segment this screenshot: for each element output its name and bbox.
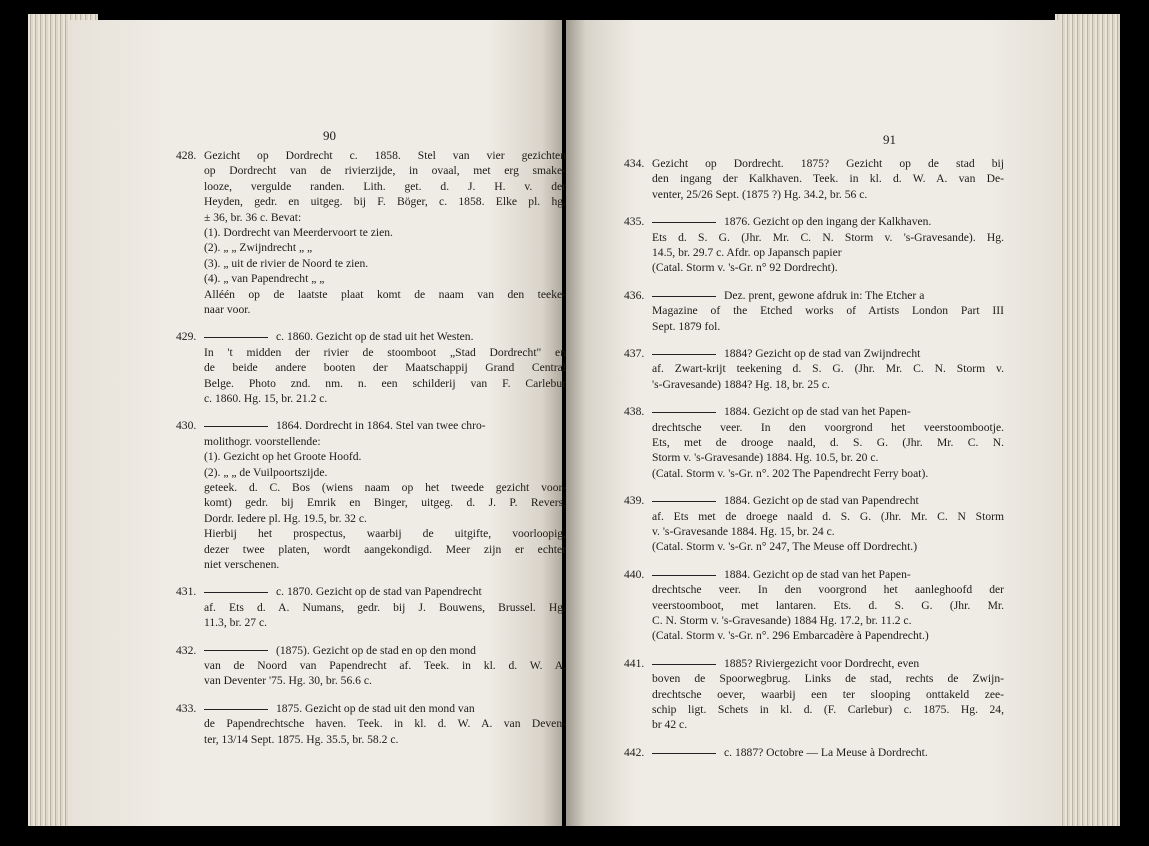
entry-line bbox=[204, 557, 566, 572]
entry-line bbox=[652, 628, 1004, 643]
entry-line bbox=[652, 745, 1004, 760]
entry-line bbox=[652, 404, 1004, 419]
catalogue-entry bbox=[624, 656, 1004, 733]
entry-line-text: Belge. Photo znd. nm. n. een schilderij van F. Carlebur bbox=[204, 376, 566, 390]
entry-line bbox=[204, 526, 566, 541]
entry-line-text: looze, vergulde randen. Lith. get. d. J. H. v. der bbox=[204, 179, 566, 193]
entry-number: 433. bbox=[176, 701, 197, 715]
entry-line bbox=[204, 302, 566, 317]
entry-line-text: geteek. d. C. Bos (wiens naam op het tweede gezicht voor- bbox=[204, 481, 566, 494]
entry-line bbox=[204, 240, 566, 255]
entry-line-text: v. 's-Gravesande 1884. Hg. 15, br. 24 c. bbox=[652, 525, 835, 538]
entry-line-text: naar voor. bbox=[204, 302, 251, 316]
entry-number: 440. bbox=[624, 567, 645, 581]
entry-number: 437. bbox=[624, 347, 645, 360]
entry-line bbox=[204, 271, 566, 286]
entry-line-text: den ingang der Kalkhaven. Teek. in kl. d. W. A. van De- bbox=[652, 172, 1004, 186]
entry-number: 441. bbox=[624, 656, 645, 670]
entry-line-text: (1). Gezicht op het Groote Hoofd. bbox=[204, 450, 362, 464]
entry-line bbox=[652, 230, 1004, 245]
entry-number: 432. bbox=[176, 643, 197, 657]
ditto-dash bbox=[652, 296, 716, 297]
ditto-dash bbox=[652, 753, 716, 754]
entry-line bbox=[652, 260, 1004, 275]
entry-line-text: In 't midden der rivier de stoomboot „Stad Dordrecht" en bbox=[204, 345, 566, 359]
entry-line bbox=[204, 732, 566, 747]
entry-line-text: van Deventer '75. Hg. 30, br. 56.6 c. bbox=[204, 674, 372, 688]
entry-number: 431. bbox=[176, 585, 197, 599]
entry-line bbox=[204, 345, 566, 360]
entry-line bbox=[204, 225, 566, 240]
catalogue-entry bbox=[624, 404, 1004, 481]
entry-line bbox=[652, 214, 1004, 229]
entry-line bbox=[204, 701, 566, 716]
entry-line bbox=[204, 449, 566, 464]
entry-line-text: de beide andere booten der Maatschappij Grand Central bbox=[204, 361, 566, 375]
entry-line-text: af. Zwart-krijt teekening d. S. G. (Jhr. Mr. C. N. Storm v. bbox=[652, 362, 1004, 376]
entry-line bbox=[652, 319, 1004, 334]
entry-line bbox=[652, 450, 1004, 465]
catalogue-entries-right bbox=[624, 156, 1004, 772]
entry-line bbox=[652, 613, 1004, 628]
entry-line bbox=[204, 163, 566, 178]
ditto-dash bbox=[204, 337, 268, 338]
entry-line bbox=[652, 671, 1004, 686]
ditto-dash bbox=[652, 575, 716, 576]
entry-line bbox=[652, 567, 1004, 582]
entry-line bbox=[204, 194, 566, 209]
entry-line-text: c. 1860. Gezicht op de stad uit het Westen. bbox=[276, 330, 474, 344]
entry-line bbox=[204, 179, 566, 194]
entry-line-text: (1). Dordrecht van Meerdervoort te zien. bbox=[204, 225, 393, 239]
catalogue-entry bbox=[176, 329, 566, 406]
entry-line bbox=[204, 210, 566, 225]
entry-line-text: (3). „ uit de rivier de Noord te zien. bbox=[204, 256, 369, 270]
entry-line-text: 1884? Gezicht op de stad van Zwijndrecht bbox=[724, 347, 921, 360]
entry-line-text: Storm v. 's-Gravesande) 1884. Hg. 10.5, br. 20 c. bbox=[652, 451, 879, 465]
entry-line-text: ter, 13/14 Sept. 1875. Hg. 35.5, br. 58.2 c. bbox=[204, 732, 399, 746]
catalogue-entry bbox=[176, 643, 566, 689]
ditto-dash bbox=[652, 354, 716, 355]
entry-line bbox=[652, 377, 1004, 392]
entry-line-text: drechtsche veer. In den voorgrond het aanleghoofd der bbox=[652, 583, 1004, 597]
entry-line bbox=[204, 360, 566, 375]
catalogue-entry bbox=[624, 567, 1004, 644]
catalogue-entries-left bbox=[176, 148, 566, 759]
entry-line bbox=[652, 346, 1004, 361]
entry-line-text: dezer twee platen, wordt aangekondigd. Meer zijn er echter bbox=[204, 542, 566, 556]
entry-line-text: Heyden, gedr. en uitgeg. bij F. Böger, c. 1858. Elke pl. hg. bbox=[204, 195, 566, 209]
entry-line-text: Sept. 1879 fol. bbox=[652, 319, 721, 333]
ditto-dash bbox=[652, 664, 716, 665]
entry-number: 428. bbox=[176, 149, 197, 162]
page-number: 91 bbox=[883, 132, 896, 147]
entry-line-text: 11.3, br. 27 c. bbox=[204, 616, 268, 630]
entry-line bbox=[204, 643, 566, 658]
entry-line bbox=[204, 287, 566, 302]
entry-line-text: (Catal. Storm v. 's-Gr. n°. 202 The Papendrecht Ferry boat). bbox=[652, 466, 929, 480]
entry-line bbox=[204, 434, 566, 449]
entry-line-text: (1875). Gezicht op de stad en op den mond bbox=[276, 643, 476, 657]
entry-line bbox=[204, 542, 566, 557]
entry-line bbox=[204, 256, 566, 271]
entry-line-text: 1864. Dordrecht in 1864. Stel van twee chro- bbox=[276, 419, 486, 433]
entry-line-text: Alléén op de laatste plaat komt de naam van den teeke- bbox=[204, 287, 566, 301]
catalogue-entry bbox=[624, 493, 1004, 555]
entry-line bbox=[204, 495, 566, 510]
entry-line-text: 1885? Riviergezicht voor Dordrecht, even bbox=[724, 656, 920, 670]
entry-number: 442. bbox=[624, 745, 645, 759]
entry-line bbox=[204, 329, 566, 344]
entry-line-text: schip ligt. Schets in kl. d. (F. Carlebur) c. 1875. Hg. 24, bbox=[652, 703, 1004, 716]
entry-line bbox=[652, 687, 1004, 702]
entry-line-text: (Catal. Storm v. 's-Gr. n°. 296 Embarcadère à Papendrecht.) bbox=[652, 629, 929, 643]
entry-line bbox=[204, 391, 566, 406]
entry-line-text: af. Ets d. A. Numans, gedr. bij J. Bouwens, Brussel. Hg. bbox=[204, 600, 566, 614]
entry-line-text: van de Noord van Papendrecht af. Teek. in kl. d. W. A. bbox=[204, 658, 566, 672]
entry-line-text: (2). „ „ Zwijndrecht „ „ bbox=[204, 241, 313, 255]
ditto-dash bbox=[652, 501, 716, 502]
entry-line-text: venter, 25/26 Sept. (1875 ?) Hg. 34.2, br. 56 c. bbox=[652, 187, 868, 201]
entry-line-text: drechtsche oever, waarbij een ter slooping onttakeld zee- bbox=[652, 687, 1004, 701]
entry-line-text: Ets d. S. G. (Jhr. Mr. C. N. Storm v. 's-Gravesande). Hg. bbox=[652, 230, 1004, 244]
entry-line-text: drechtsche veer. In den voorgrond het veerstoombootje. bbox=[652, 420, 1004, 434]
entry-line-text: c. 1887? Octobre — La Meuse à Dordrecht. bbox=[724, 745, 928, 759]
entry-line-text: c. 1870. Gezicht op de stad van Papendrecht bbox=[276, 585, 482, 599]
entry-line bbox=[204, 418, 566, 433]
catalogue-entry bbox=[624, 214, 1004, 276]
entry-line-text: Magazine of the Etched works of Artists London Part III bbox=[652, 304, 1004, 318]
catalogue-entry bbox=[624, 156, 1004, 202]
page-number: 90 bbox=[323, 128, 336, 143]
entry-line bbox=[652, 702, 1004, 717]
entry-line bbox=[204, 511, 566, 526]
entry-number: 429. bbox=[176, 330, 197, 344]
ditto-dash bbox=[652, 222, 716, 223]
catalogue-entry bbox=[176, 701, 566, 747]
entry-line-text: op Dordrecht van de rivierzijde, in ovaal, met erg smake- bbox=[204, 164, 566, 178]
entry-line bbox=[204, 480, 566, 495]
entry-line-text: 1875. Gezicht op de stad uit den mond van bbox=[276, 701, 475, 715]
entry-line-text: 14.5, br. 29.7 c. Afdr. op Japansch papier bbox=[652, 245, 842, 259]
entry-line bbox=[652, 656, 1004, 671]
entry-line bbox=[204, 673, 566, 688]
entry-line-text: boven de Spoorwegbrug. Links de stad, rechts de Zwijn- bbox=[652, 672, 1004, 686]
catalogue-entry bbox=[624, 745, 1004, 760]
entry-line bbox=[652, 524, 1004, 539]
entry-line bbox=[204, 716, 566, 731]
entry-line-text: 1876. Gezicht op den ingang der Kalkhaven. bbox=[724, 215, 932, 229]
entry-line bbox=[652, 303, 1004, 318]
entry-number: 439. bbox=[624, 494, 645, 508]
entry-number: 438. bbox=[624, 405, 645, 419]
entry-line bbox=[652, 245, 1004, 260]
catalogue-entry bbox=[176, 418, 566, 572]
entry-line bbox=[652, 171, 1004, 186]
entry-line-text: af. Ets met de droege naald d. S. G. (Jhr. Mr. C. N Storm bbox=[652, 509, 1004, 523]
entry-line-text: Gezicht op Dordrecht c. 1858. Stel van vier gezichten bbox=[204, 149, 566, 162]
entry-line bbox=[652, 361, 1004, 376]
entry-line-text: molithogr. voorstellende: bbox=[204, 434, 321, 448]
ditto-dash bbox=[204, 426, 268, 427]
right-page-edges bbox=[1055, 14, 1120, 826]
catalogue-entry bbox=[176, 148, 566, 317]
entry-line-text: 1884. Gezicht op de stad van Papendrecht bbox=[724, 494, 919, 508]
entry-line bbox=[204, 465, 566, 480]
entry-line bbox=[204, 600, 566, 615]
entry-line-text: Gezicht op Dordrecht. 1875? Gezicht op de stad bij bbox=[652, 157, 1004, 170]
entry-line bbox=[652, 466, 1004, 481]
entry-line-text: 1884. Gezicht op de stad van het Papen- bbox=[724, 405, 911, 419]
ditto-dash bbox=[204, 709, 268, 710]
entry-line bbox=[652, 539, 1004, 554]
entry-line bbox=[652, 509, 1004, 524]
entry-line-text: (4). „ van Papendrecht „ „ bbox=[204, 272, 325, 286]
entry-line-text: veerstoomboot, met lantaren. Ets. d. S. G. (Jhr. Mr. bbox=[652, 598, 1004, 612]
entry-line bbox=[652, 288, 1004, 303]
entry-line-text: (Catal. Storm v. 's-Gr. n° 92 Dordrecht). bbox=[652, 261, 838, 275]
entry-line bbox=[652, 435, 1004, 450]
catalogue-entry bbox=[176, 584, 566, 630]
entry-line-text: C. N. Storm v. 's-Gravesande) 1884 Hg. 17.2, br. 11.2 c. bbox=[652, 614, 912, 627]
entry-line-text: niet verschenen. bbox=[204, 557, 280, 571]
catalogue-entry bbox=[624, 288, 1004, 334]
entry-line bbox=[204, 376, 566, 391]
catalogue-entry bbox=[624, 346, 1004, 392]
entry-line bbox=[652, 493, 1004, 508]
entry-line-text: ± 36, br. 36 c. Bevat: bbox=[204, 210, 302, 224]
entry-line-text: Dordr. Iedere pl. Hg. 19.5, br. 32 c. bbox=[204, 511, 367, 525]
entry-line-text: (2). „ „ de Vuilpoortszijde. bbox=[204, 465, 328, 479]
entry-line bbox=[652, 582, 1004, 597]
ditto-dash bbox=[204, 650, 268, 651]
entry-line-text: 's-Gravesande) 1884? Hg. 18, br. 25 c. bbox=[652, 377, 830, 391]
entry-line bbox=[652, 187, 1004, 202]
entry-line bbox=[204, 584, 566, 599]
entry-number: 435. bbox=[624, 215, 645, 229]
entry-line bbox=[204, 615, 566, 630]
entry-number: 434. bbox=[624, 157, 645, 170]
entry-line-text: Dez. prent, gewone afdruk in: The Etcher a bbox=[724, 288, 925, 302]
entry-line-text: de Papendrechtsche haven. Teek. in kl. d. W. A. van Deven- bbox=[204, 717, 566, 731]
entry-line-text: Hierbij het prospectus, waarbij de uitgifte, voorloopig, bbox=[204, 527, 566, 541]
entry-line bbox=[652, 156, 1004, 171]
entry-line-text: br 42 c. bbox=[652, 718, 688, 732]
entry-line-text: 1884. Gezicht op de stad van het Papen- bbox=[724, 567, 911, 581]
entry-line-text: Ets, met de drooge naald, d. S. G. (Jhr. Mr. C. N. bbox=[652, 436, 1004, 449]
entry-number: 436. bbox=[624, 288, 645, 302]
entry-line bbox=[652, 598, 1004, 613]
ditto-dash bbox=[204, 592, 268, 593]
entry-line bbox=[652, 420, 1004, 435]
entry-line bbox=[652, 717, 1004, 732]
ditto-dash bbox=[652, 412, 716, 413]
entry-line-text: komt) gedr. bij Emrik en Binger, uitgeg. d. J. P. Revers, bbox=[204, 496, 566, 510]
entry-number: 430. bbox=[176, 419, 197, 433]
entry-line-text: c. 1860. Hg. 15, br. 21.2 c. bbox=[204, 391, 328, 405]
entry-line bbox=[204, 148, 566, 163]
entry-line-text: (Catal. Storm v. 's-Gr. n° 247, The Meuse off Dordrecht.) bbox=[652, 540, 918, 554]
entry-line bbox=[204, 658, 566, 673]
